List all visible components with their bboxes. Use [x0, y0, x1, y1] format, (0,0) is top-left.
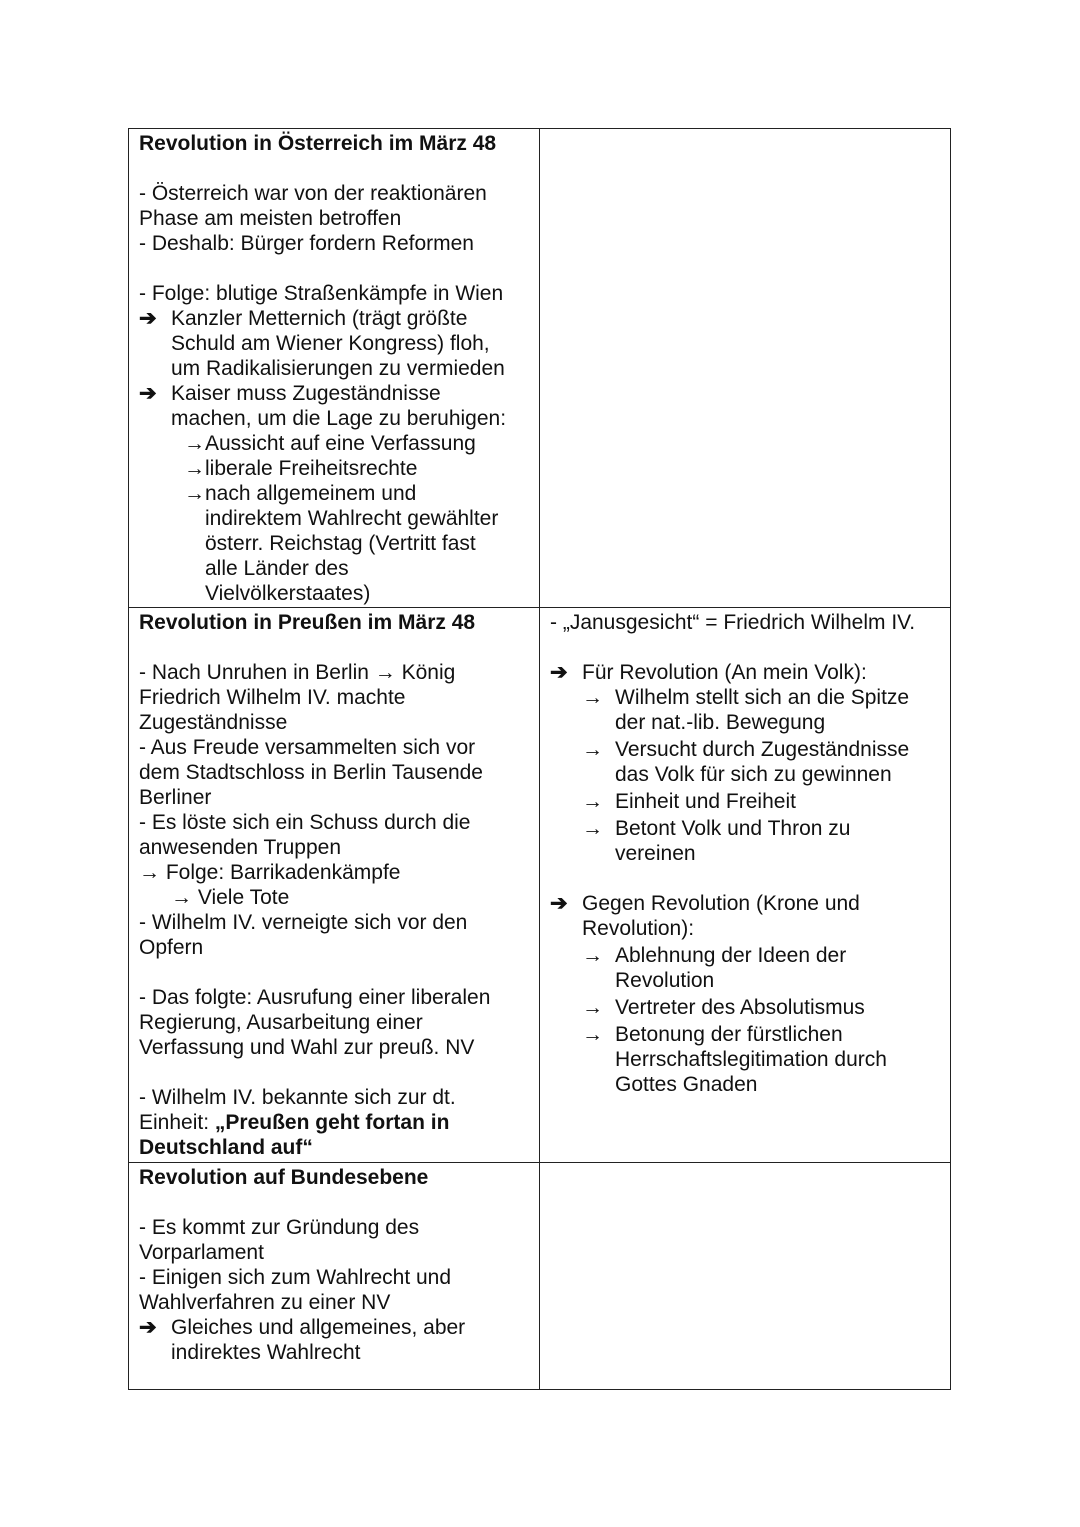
sub-bullet-item: → Einheit und Freiheit	[582, 790, 796, 813]
bold-arrow-icon: ➔	[139, 382, 157, 405]
austria-right-cell	[540, 129, 951, 608]
text-line: Verfassung und Wahl zur preuß. NV	[139, 1036, 475, 1059]
text-line: dem Stadtschloss in Berlin Tausende	[139, 761, 483, 784]
prussia-right-cell	[540, 608, 951, 1163]
text-line: - Nach Unruhen in Berlin → König	[139, 661, 456, 684]
row-federal	[129, 1163, 951, 1390]
text-line: Zugeständnisse	[139, 711, 288, 734]
sub-bullet-item: → liberale Freiheitsrechte	[184, 457, 418, 480]
section-heading-prussia: Revolution in Preußen im März 48	[139, 611, 476, 634]
bold-arrow-icon: ➔	[550, 661, 568, 684]
arrow-icon: →	[582, 996, 603, 1019]
arrow-icon: →	[582, 817, 603, 840]
sub-bullet-item: → Versucht durch Zugeständnisse das Volk für sich zu gewinnen	[582, 738, 910, 786]
notes-table	[128, 128, 951, 1390]
sub-bullet-item: → Ablehnung der Ideen der Revolution	[582, 944, 847, 992]
text-line: → Folge: Barrikadenkämpfe	[139, 861, 401, 884]
arrow-bullet-item: ➔ Gleiches und allgemeines, aber indirektes Wahlrecht	[139, 1316, 466, 1364]
arrow-bullet-item: ➔ Für Revolution (An mein Volk):	[550, 661, 867, 684]
text-line: Wahlverfahren zu einer NV	[139, 1291, 391, 1314]
text-line: - Wilhelm IV. verneigte sich vor den	[139, 911, 468, 934]
text-line: - Einigen sich zum Wahlrecht und	[139, 1266, 452, 1289]
sub-bullet-item: → Betont Volk und Thron zu vereinen	[582, 817, 851, 865]
section-heading-austria: Revolution in Österreich im März 48	[139, 132, 497, 155]
text-span: Einheit:	[139, 1111, 215, 1134]
text-line: Phase am meisten betroffen	[139, 207, 402, 230]
text-line: - Folge: blutige Straßenkämpfe in Wien	[139, 282, 504, 305]
row-prussia	[129, 608, 951, 1163]
text-line: anwesenden Truppen	[139, 836, 341, 859]
bold-arrow-icon: ➔	[550, 892, 568, 915]
arrow-icon: →	[184, 482, 205, 505]
arrow-icon: →	[582, 944, 603, 967]
arrow-bullet-item: ➔ Kanzler Metternich (trägt größte Schuld am Wiener Kongress) floh, um Radikalisierungen zu vermieden	[139, 307, 505, 380]
arrow-icon: →	[582, 1023, 603, 1046]
text-line: Regierung, Ausarbeitung einer	[139, 1011, 423, 1034]
sub-bullet-item: → Wilhelm stellt sich an die Spitze der nat.-lib. Bewegung	[582, 686, 910, 734]
sub-bullet-item: → Vertreter des Absolutismus	[582, 996, 865, 1019]
text-line: → Viele Tote	[171, 886, 290, 909]
section-heading-federal: Revolution auf Bundesebene	[139, 1166, 429, 1189]
text-line: - Aus Freude versammelten sich vor	[139, 736, 476, 759]
text-line: - Deshalb: Bürger fordern Reformen	[139, 232, 474, 255]
arrow-icon: →	[184, 457, 205, 480]
bold-arrow-icon: ➔	[139, 1316, 157, 1339]
arrow-icon: →	[582, 686, 603, 709]
federal-right-cell	[540, 1163, 951, 1390]
arrow-bullet-item: ➔ Gegen Revolution (Krone und Revolution):	[550, 892, 860, 940]
arrow-icon: →	[582, 738, 603, 761]
arrow-bullet-item: ➔ Kaiser muss Zugeständnisse machen, um die Lage zu beruhigen:	[139, 382, 507, 430]
arrow-icon: →	[184, 432, 205, 455]
text-line: - Österreich war von der reaktionären	[139, 182, 487, 205]
sub-bullet-item: → Aussicht auf eine Verfassung	[184, 432, 476, 455]
text-line: - Es löste sich ein Schuss durch die	[139, 811, 471, 834]
text-line: Friedrich Wilhelm IV. machte	[139, 686, 406, 709]
sub-bullet-item: → Betonung der fürstlichen Herrschaftslegitimation durch Gottes Gnaden	[582, 1023, 887, 1096]
text-line: Vorparlament	[139, 1241, 264, 1264]
text-line	[139, 1110, 529, 1135]
quote-bold: Deutschland auf“	[139, 1136, 313, 1159]
austria-left-cell	[129, 129, 540, 608]
federal-left-cell	[129, 1163, 540, 1390]
text-line: - Wilhelm IV. bekannte sich zur dt.	[139, 1086, 456, 1109]
text-line: - Das folgte: Ausrufung einer liberalen	[139, 986, 491, 1009]
text-line: Opfern	[139, 936, 204, 959]
sub-bullet-item: → nach allgemeinem und indirektem Wahlrecht gewählter österr. Reichstag (Vertritt fast alle Länder des Vielvölkerstaates)	[184, 482, 499, 605]
quote-bold: „Preußen geht fortan in	[214, 1111, 450, 1134]
row-austria	[129, 129, 951, 608]
text-line: Berliner	[139, 786, 212, 809]
text-line: - Es kommt zur Gründung des	[139, 1216, 420, 1239]
bold-arrow-icon: ➔	[139, 307, 157, 330]
arrow-icon: →	[582, 790, 603, 813]
janus-title: - „Janusgesicht“ = Friedrich Wilhelm IV.	[550, 611, 916, 634]
prussia-left-cell	[129, 608, 540, 1163]
